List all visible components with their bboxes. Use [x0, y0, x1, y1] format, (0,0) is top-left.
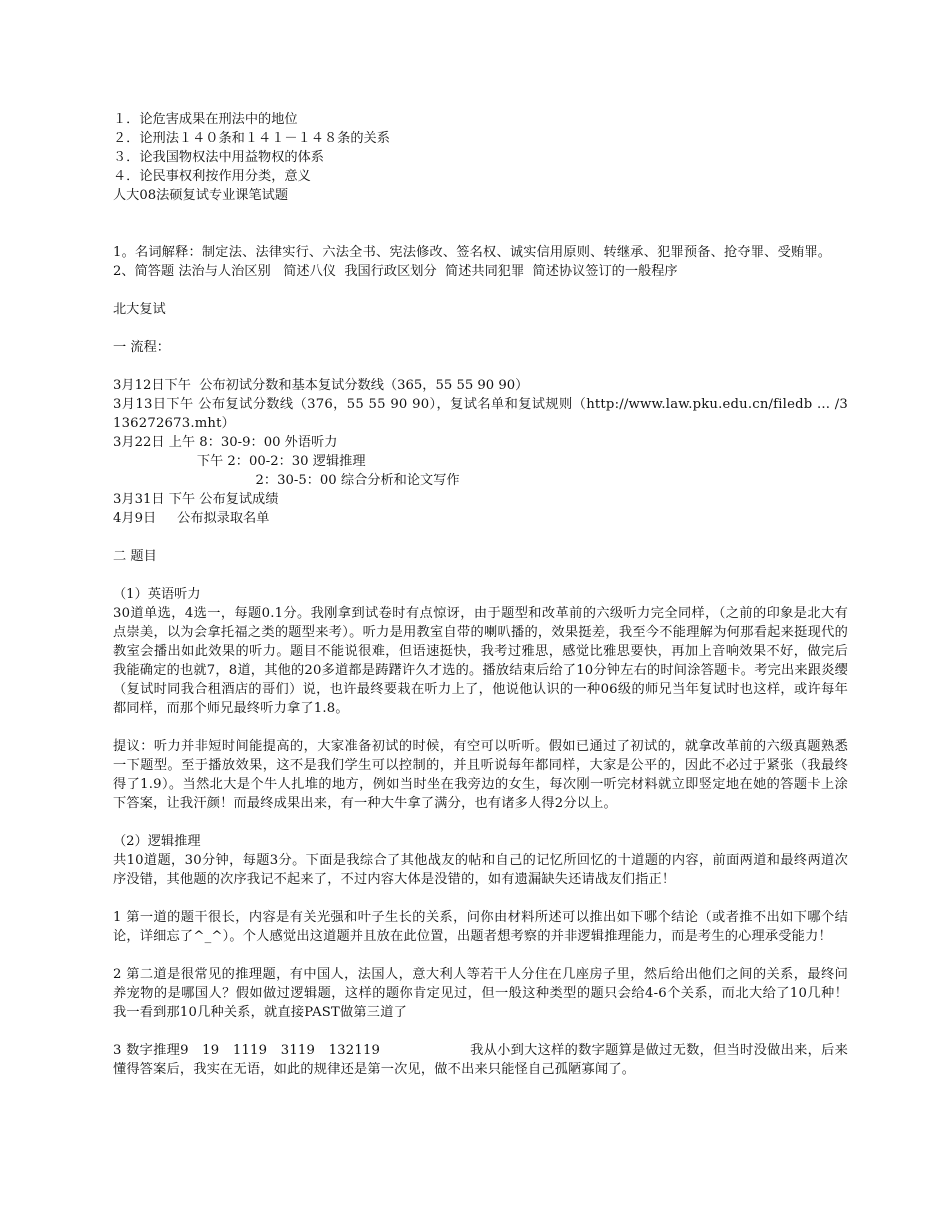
logic-intro-paragraph: 共10道题，30分钟，每题3分。下面是我综合了其他战友的帖和自己的记忆所回忆的十道题的内容，前面两道和最终两道次序没错，其他题的次序我记不起来了，不过内容大体是没错的，如有遗漏缺失还请战友们指正！	[113, 853, 848, 887]
schedule-line: 3月12日下午 公布初试分数和基本复试分数线（365，55 55 90 90）	[113, 378, 529, 393]
listening-advice-paragraph: 提议：听力并非短时间能提高的，大家准备初试的时候，有空可以听听。假如已通过了初试的，就拿改革前的六级真题熟悉一下题型。至于播放效果，这不是我们学生可以控制的，并且听说每年都同样，大家是公平的，因此不必过于紧张（我最终得了1.9）。当然北大是个牛人扎堆的地方，例如当时坐在我旁边的女生，每次刚一听完材料就立即竖定地在她的答题卡上涂下答案，让我汗颜！而最终成果出来，有一种大牛拿了满分，也有诸多人得2分以上。	[113, 739, 848, 811]
logic-question-1: 1 第一道的题干很长，内容是有关光强和叶子生长的关系，问你由材料所述可以推出如下哪个结论（或者推不出如下哪个结论，详细忘了^_^）。个人感觉出这道题并且放在此位置，出题者想考察的并非逻辑推理能力，而是考生的心理承受能力！	[113, 910, 848, 944]
listening-title: （1）英语听力	[113, 587, 201, 602]
section-1-title: 一 流程：	[113, 340, 170, 355]
topic-line: １．论危害成果在刑法中的地位	[113, 112, 298, 127]
schedule-line: 2：30-5：00 综合分析和论文写作	[113, 473, 460, 488]
renda-question-2: 2、简答题 法治与人治区别 简述八仪 我国行政区划分 简述共同犯罪 简述协议签订的一般程序	[113, 264, 678, 279]
beida-title: 北大复试	[113, 302, 166, 317]
document-page	[113, 110, 848, 1079]
schedule-line: 下午 2：00-2：30 逻辑推理	[113, 454, 366, 469]
listening-paragraph: 30道单选，4选一，每题0.1分。我刚拿到试卷时有点惊讶，由于题型和改革前的六级听力完全同样，（之前的印象是北大有点崇美，以为会拿托福之类的题型来考）。听力是用教室自带的喇叭播的，效果挺差，我至今不能理解为何那看起来挺现代的教室会播出如此效果的听力。题目不能说很难，但语速挺快，我考过雅思，感觉比雅思要快，再加上音响效果不好，做完后我能确定的也就7，8道，其他的20多道都是踌躇许久才选的。播放结束后给了10分钟左右的时间涂答题卡。考完出来跟炎缨（复试时同我合租酒店的哥们）说，也许最终要栽在听力上了，他说他认识的一种06级的师兄当年复试时也这样，或许每年都同样，而那个师兄最终听力拿了1.8。	[113, 606, 848, 716]
schedule-line: 3月31日 下午 公布复试成绩	[113, 492, 279, 507]
topic-line: ２．论刑法１４０条和１４１－１４８条的关系	[113, 131, 390, 146]
renda-title: 人大08法硕复试专业课笔试题	[113, 188, 289, 203]
logic-title: （2）逻辑推理	[113, 834, 201, 849]
topic-line: ４．论民事权利按作用分类，意义	[113, 169, 311, 184]
schedule-line: 4月9日 公布拟录取名单	[113, 511, 270, 526]
logic-question-2: 2 第二道是很常见的推理题，有中国人，法国人，意大利人等若干人分住在几座房子里，然后给出他们之间的关系，最终问养宠物的是哪国人？假如做过逻辑题，这样的题你肯定见过，但一般这种类型的题只会给4-6个关系，而北大给了10几种！我一看到那10几种关系，就直接PAST做第三道了	[113, 967, 848, 1020]
schedule-line: 3月13日下午 公布复试分数线（376，55 55 90 90），复试名单和复试规则（http://www.law.pku.edu.cn/filedb ... /3136272673.mht）	[113, 397, 848, 431]
schedule-line: 3月22日 上午 8：30-9：00 外语听力	[113, 435, 338, 450]
logic-question-3: 3 数字推理9 19 1119 3119 132119 我从小到大这样的数字题算是做过无数，但当时没做出来，后来懂得答案后，我实在无语，如此的规律还是第一次见，做不出来只能怪自己孤陋寡闻了。	[113, 1043, 848, 1077]
section-2-title: 二 题目	[113, 549, 157, 564]
topic-line: ３．论我国物权法中用益物权的体系	[113, 150, 324, 165]
renda-question-1: 1。名词解释：制定法、法律实行、六法全书、宪法修改、签名权、诚实信用原则、转继承、犯罪预备、抢夺罪、受贿罪。	[113, 245, 832, 260]
